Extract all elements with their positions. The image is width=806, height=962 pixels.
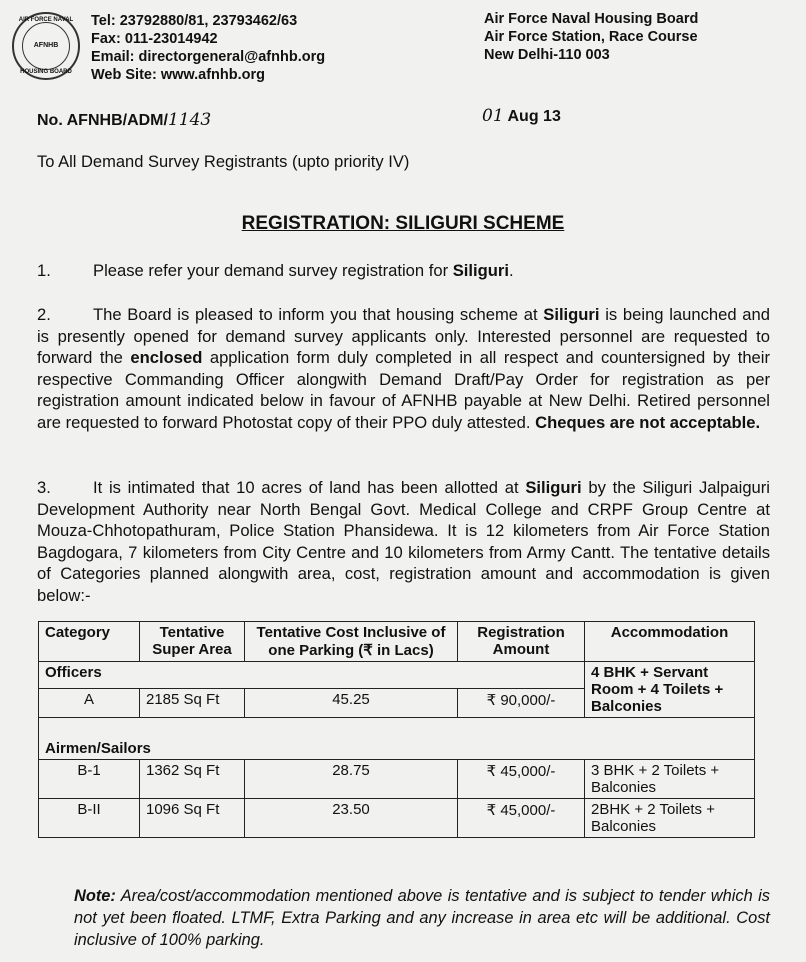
paragraph-number: 3. xyxy=(37,478,51,497)
paragraph-1: 1. Please refer your demand survey registration for Siliguri. xyxy=(37,261,514,280)
seal-bottom-text: HOUSING BOARD xyxy=(20,69,72,75)
header-category: Category xyxy=(39,622,140,662)
officers-accommodation: 4 BHK + Servant Room + 4 Toilets + Balconies xyxy=(585,662,755,718)
reference-number xyxy=(37,110,211,130)
cell-accommodation: 3 BHK + 2 Toilets + Balconies xyxy=(585,760,755,799)
cell-registration: ₹ 90,000/- xyxy=(458,689,585,718)
cell-area: 2185 Sq Ft xyxy=(140,689,245,718)
cell-category: B-1 xyxy=(39,760,140,799)
org-station: Air Force Station, Race Course xyxy=(484,29,698,45)
categories-table xyxy=(38,621,755,838)
note-paragraph xyxy=(74,885,770,951)
paragraph-2: 2. The Board is pleased to inform you that housing scheme at Siliguri is being launched and is presently opened for demand survey applicants only. Interested personnel are requested to forward the enclosed application form duly completed in all respect and countersigned by their respective Commanding Officer alongwith Demand Draft/Pay Order for registration as per registration amount indicated below in favour of AFNHB payable at New Delhi. Retired personnel are requested to forward Photostat copy of their PPO duly attested. Cheques are not acceptable. xyxy=(37,305,770,432)
section-row-officers xyxy=(39,662,755,689)
date-day-handwritten: 01 xyxy=(482,106,504,126)
paragraph-3: 3. It is intimated that 10 acres of land has been allotted at Siliguri by the Siliguri Jalpaiguri Development Authority near North Bengal Govt. Medical College and CRPF Group Centre at Mouza-Chhotopathuram, Police Station Phansidewa. It is 12 kilometers from Air Force Station Bagdogara, 7 kilometers from City Centre and 10 kilometers from Army Cantt. The tentative details of Categories planned alongwith area, cost, registration amount and accommodation is given below:- xyxy=(37,478,770,605)
cell-registration: ₹ 45,000/- xyxy=(458,760,585,799)
table-header-row xyxy=(39,622,755,662)
ref-prefix: No. AFNHB/ADM/ xyxy=(37,112,168,129)
paragraph-number: 1. xyxy=(37,261,51,280)
cell-category: B-II xyxy=(39,799,140,838)
seal-center: AFNHB xyxy=(22,22,70,70)
cell-area: 1096 Sq Ft xyxy=(140,799,245,838)
telephone: Tel: 23792880/81, 23793462/63 xyxy=(91,13,298,29)
address-block xyxy=(484,10,698,64)
cell-registration: ₹ 45,000/- xyxy=(458,799,585,838)
header-cost: Tentative Cost Inclusive of one Parking (₹ in Lacs) xyxy=(245,622,458,662)
cell-cost: 45.25 xyxy=(245,689,458,718)
note-label: Note: xyxy=(74,887,116,905)
cell-accommodation: 2BHK + 2 Toilets + Balconies xyxy=(585,799,755,838)
header-registration: Registration Amount xyxy=(458,622,585,662)
table-row xyxy=(39,760,755,799)
section-label-airmen: Airmen/Sailors xyxy=(39,718,755,760)
org-city: New Delhi-110 003 xyxy=(484,47,610,63)
table-row xyxy=(39,799,755,838)
cell-cost: 23.50 xyxy=(245,799,458,838)
ref-handwritten: 1143 xyxy=(167,110,212,130)
contact-block xyxy=(91,12,325,84)
paragraph-number: 2. xyxy=(37,305,51,324)
cell-cost: 28.75 xyxy=(245,760,458,799)
website: Web Site: www.afnhb.org xyxy=(91,67,265,83)
email: Email: directorgeneral@afnhb.org xyxy=(91,49,326,65)
letter-date xyxy=(482,106,561,126)
fax: Fax: 011-23014942 xyxy=(91,31,218,47)
section-label-officers: Officers xyxy=(39,662,585,689)
subject-heading: REGISTRATION: SILIGURI SCHEME xyxy=(241,213,565,234)
date-month-year: Aug 13 xyxy=(507,108,561,125)
note-text: Area/cost/accommodation mentioned above is tentative and is subject to tender which is not yet been floated. LTMF, Extra Parking and any increase in area etc will be additional. Cost inclusive of 100% parking. xyxy=(74,887,770,949)
header-area: Tentative Super Area xyxy=(140,622,245,662)
afnhb-seal-logo xyxy=(12,12,80,80)
cell-area: 1362 Sq Ft xyxy=(140,760,245,799)
section-row-airmen xyxy=(39,718,755,760)
cell-category: A xyxy=(39,689,140,718)
header-accommodation: Accommodation xyxy=(585,622,755,662)
salutation: To All Demand Survey Registrants (upto priority IV) xyxy=(37,153,410,171)
seal-top-text: AIR FORCE NAVAL xyxy=(18,17,74,23)
org-name: Air Force Naval Housing Board xyxy=(484,11,699,27)
